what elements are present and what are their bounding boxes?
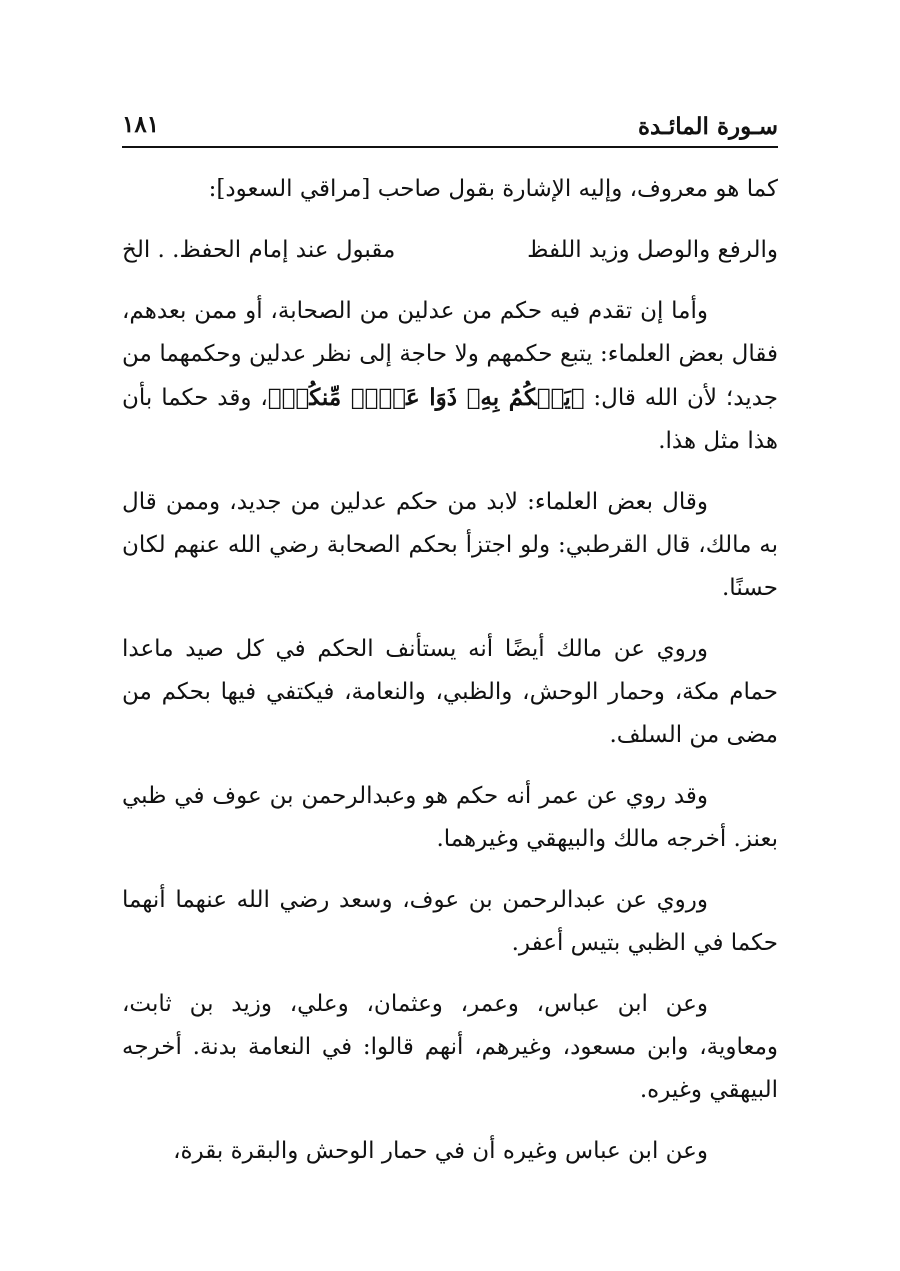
surah-title: سـورة المائـدة bbox=[637, 113, 778, 140]
paragraph: وروي عن مالك أيضًا أنه يستأنف الحكم في كل صيد ماعدا حمام مكة، وحمار الوحش، والظبي، والنعامة، فيكتفي فيها بحكم من مضى من السلف. bbox=[122, 636, 778, 748]
page-number: ١٨١ bbox=[122, 111, 160, 138]
paragraph-text: ، وقد حكما بأن هذا مثل هذا. bbox=[122, 385, 778, 454]
running-header bbox=[122, 104, 778, 148]
book-page bbox=[122, 0, 778, 1271]
verse-hemistich-second: مقبول عند إمام الحفظ. . الخ bbox=[122, 237, 396, 263]
verse-line bbox=[122, 229, 778, 272]
intro-line: كما هو معروف، وإليه الإشارة بقول صاحب [مراقي السعود]: bbox=[208, 176, 778, 202]
paragraph-text: وأما إن تقدم فيه حكم من عدلين من الصحابة، أو ممن بعدهم، فقال بعض العلماء: يتبع حكمهم ولا حاجة إلى نظر عدلين وحكمهما من جديد؛ لأن الله قال: bbox=[122, 298, 778, 411]
paragraph: وقد روي عن عمر أنه حكم هو وعبدالرحمن بن عوف في ظبي بعنز. أخرجه مالك والبيهقي وغيرهما. bbox=[122, 783, 778, 852]
paragraph: وعن ابن عباس، وعمر، وعثمان، وعلي، وزيد بن ثابت، ومعاوية، وابن مسعود، وغيرهم، أنهم قالوا: في النعامة بدنة. أخرجه البيهقي وغيره. bbox=[122, 991, 778, 1103]
page-content bbox=[122, 168, 778, 1191]
paragraph: وروي عن عبدالرحمن بن عوف، وسعد رضي الله عنهما أنهما حكما في الظبي بتيس أعفر. bbox=[122, 887, 778, 956]
verse-hemistich-first: والرفع والوصل وزيد اللفظ bbox=[527, 237, 778, 263]
paragraph bbox=[122, 290, 778, 463]
paragraph: وقال بعض العلماء: لابد من حكم عدلين من جديد، وممن قال به مالك، قال القرطبي: ولو اجتزأ بحكم الصحابة رضي الله عنهم لكان حسنًا. bbox=[122, 489, 778, 601]
paragraph: وعن ابن عباس وغيره أن في حمار الوحش والبقرة بقرة، bbox=[173, 1138, 708, 1164]
quran-quote: ﴿يَحۡكُمُ بِهِۦ ذَوَا عَدۡلٖ مِّنكُمۡ﴾ bbox=[267, 384, 585, 411]
